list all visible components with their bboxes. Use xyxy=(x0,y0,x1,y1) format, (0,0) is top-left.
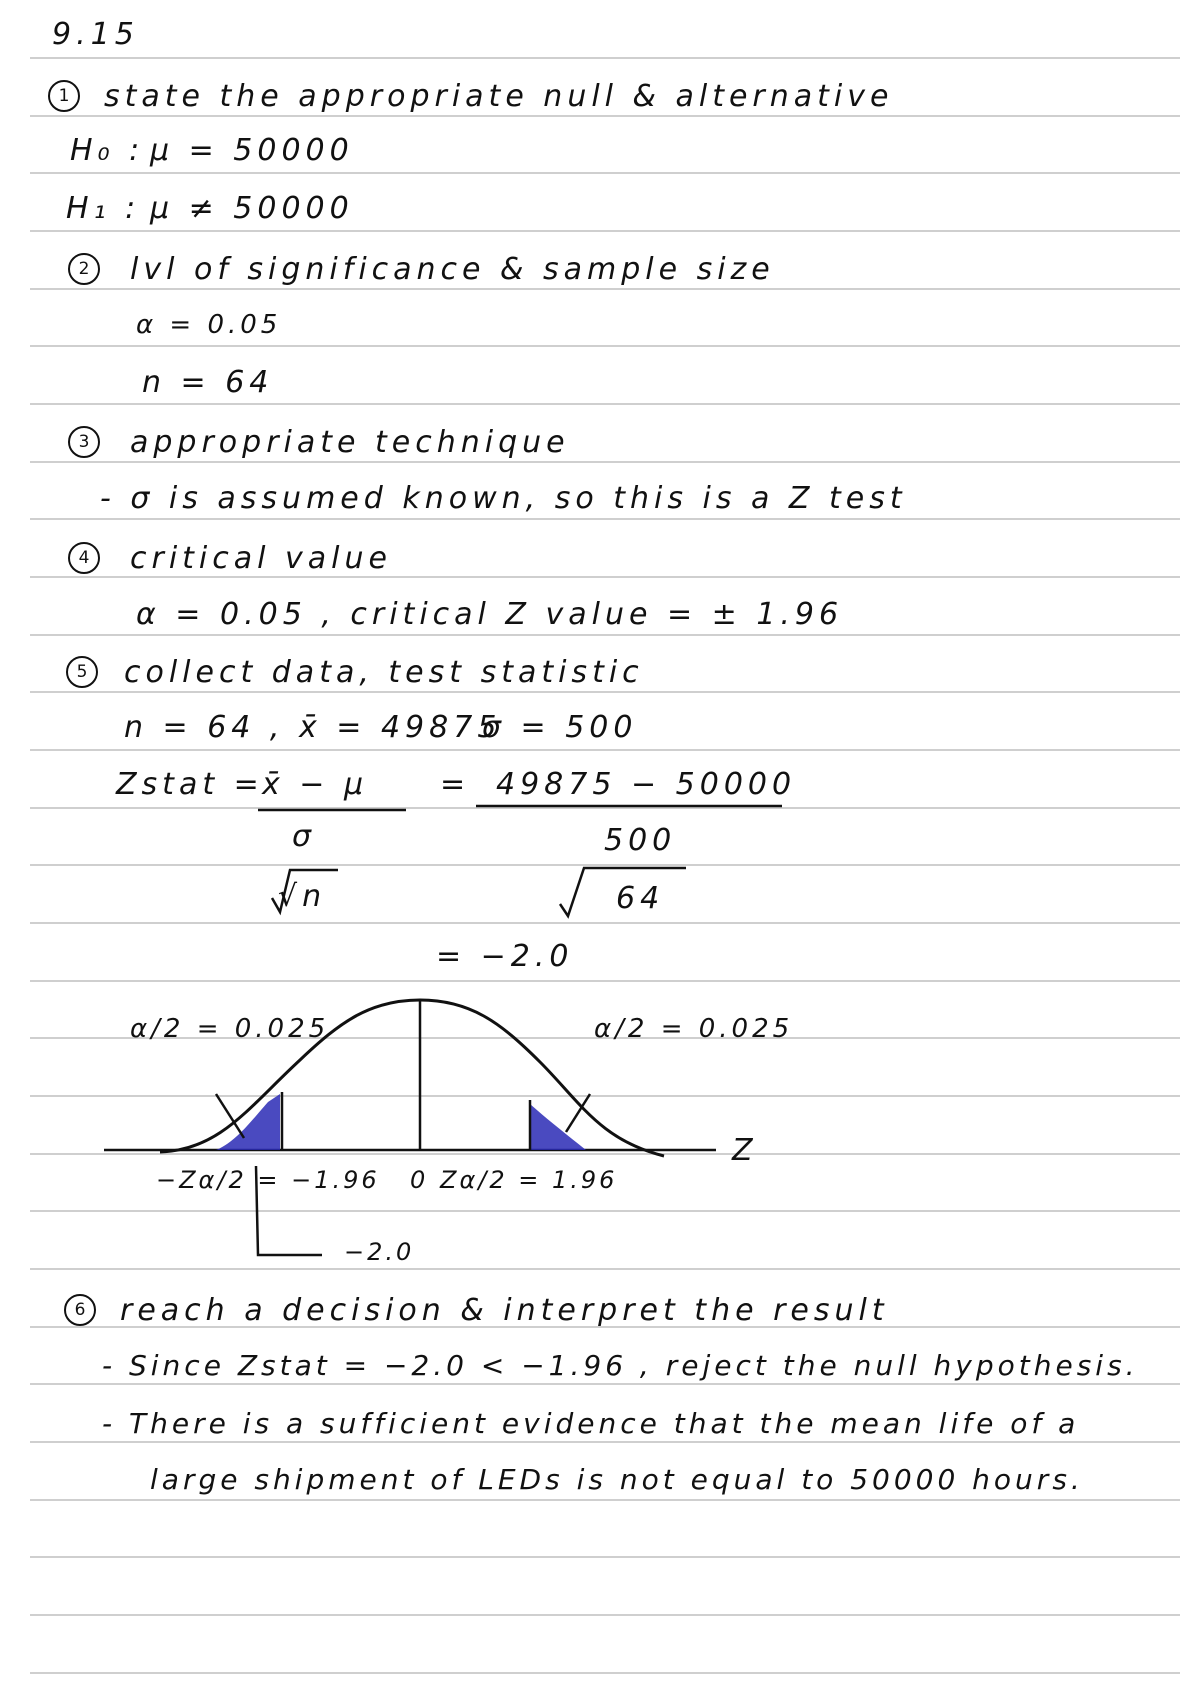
h0-value: μ = 50000 xyxy=(150,133,354,168)
z-axis-label: Z xyxy=(732,1133,758,1168)
zstat-marker-label: −2.0 xyxy=(344,1238,415,1266)
formula-denominator-sqrt-n: √n xyxy=(278,879,327,914)
substituted-sigma: 500 xyxy=(604,823,677,858)
step3-bullet: - σ is assumed known, so this is a Z test xyxy=(100,481,907,516)
step2-number: 2 xyxy=(68,253,100,285)
step5-heading: collect data, test statistic xyxy=(124,655,644,690)
h1-value: μ ≠ 50000 xyxy=(150,191,354,226)
decision-bullet: - Since Zstat = −2.0 < −1.96 , reject the null hypothesis. xyxy=(102,1349,1139,1382)
left-critical-label: −Zα/2 = −1.96 xyxy=(156,1166,380,1194)
step3-number: 3 xyxy=(68,426,100,458)
interpretation-line-1: - There is a sufficient evidence that the mean life of a xyxy=(102,1407,1080,1440)
right-tail-shading xyxy=(530,1104,586,1150)
formula-equals: = xyxy=(440,767,471,802)
center-label: 0 xyxy=(410,1166,429,1194)
step1-number: 1 xyxy=(48,80,80,112)
step6-number: 6 xyxy=(64,1294,96,1326)
data-line-left: n = 64 , x̄ = 49875 xyxy=(124,710,502,745)
h0-label: H₀ : xyxy=(70,133,145,168)
left-tail-shading xyxy=(216,1094,280,1150)
formula-numerator: x̄ − μ xyxy=(262,767,369,802)
alpha-value: α = 0.05 xyxy=(136,310,282,340)
interpretation-line-2: large shipment of LEDs is not equal to 50000 hours. xyxy=(150,1463,1084,1496)
right-critical-label: Zα/2 = 1.96 xyxy=(440,1166,618,1194)
sample-size: n = 64 xyxy=(142,365,274,400)
step5-number: 5 xyxy=(66,656,98,688)
substituted-numerator: 49875 − 50000 xyxy=(496,767,797,802)
step4-number: 4 xyxy=(68,542,100,574)
substituted-n: 64 xyxy=(616,881,665,916)
left-tail-label: α/2 = 0.025 xyxy=(130,1014,330,1044)
step2-heading: lvl of significance & sample size xyxy=(130,252,775,287)
step3-heading: appropriate technique xyxy=(130,425,570,460)
right-tail-label: α/2 = 0.025 xyxy=(594,1014,794,1044)
step1-heading: state the appropriate null & alternative xyxy=(104,79,894,114)
critical-value-line: α = 0.05 , critical Z value = ± 1.96 xyxy=(136,597,844,632)
step4-heading: critical value xyxy=(130,541,392,576)
h1-label: H₁ : xyxy=(66,191,141,226)
formula-denominator-sigma: σ xyxy=(292,819,317,854)
step6-heading: reach a decision & interpret the result xyxy=(120,1293,889,1328)
zstat-result: = −2.0 xyxy=(436,939,574,974)
data-line-right: σ = 500 xyxy=(482,710,638,745)
problem-number: 9.15 xyxy=(52,17,139,52)
zstat-label: Zstat = xyxy=(116,767,264,802)
